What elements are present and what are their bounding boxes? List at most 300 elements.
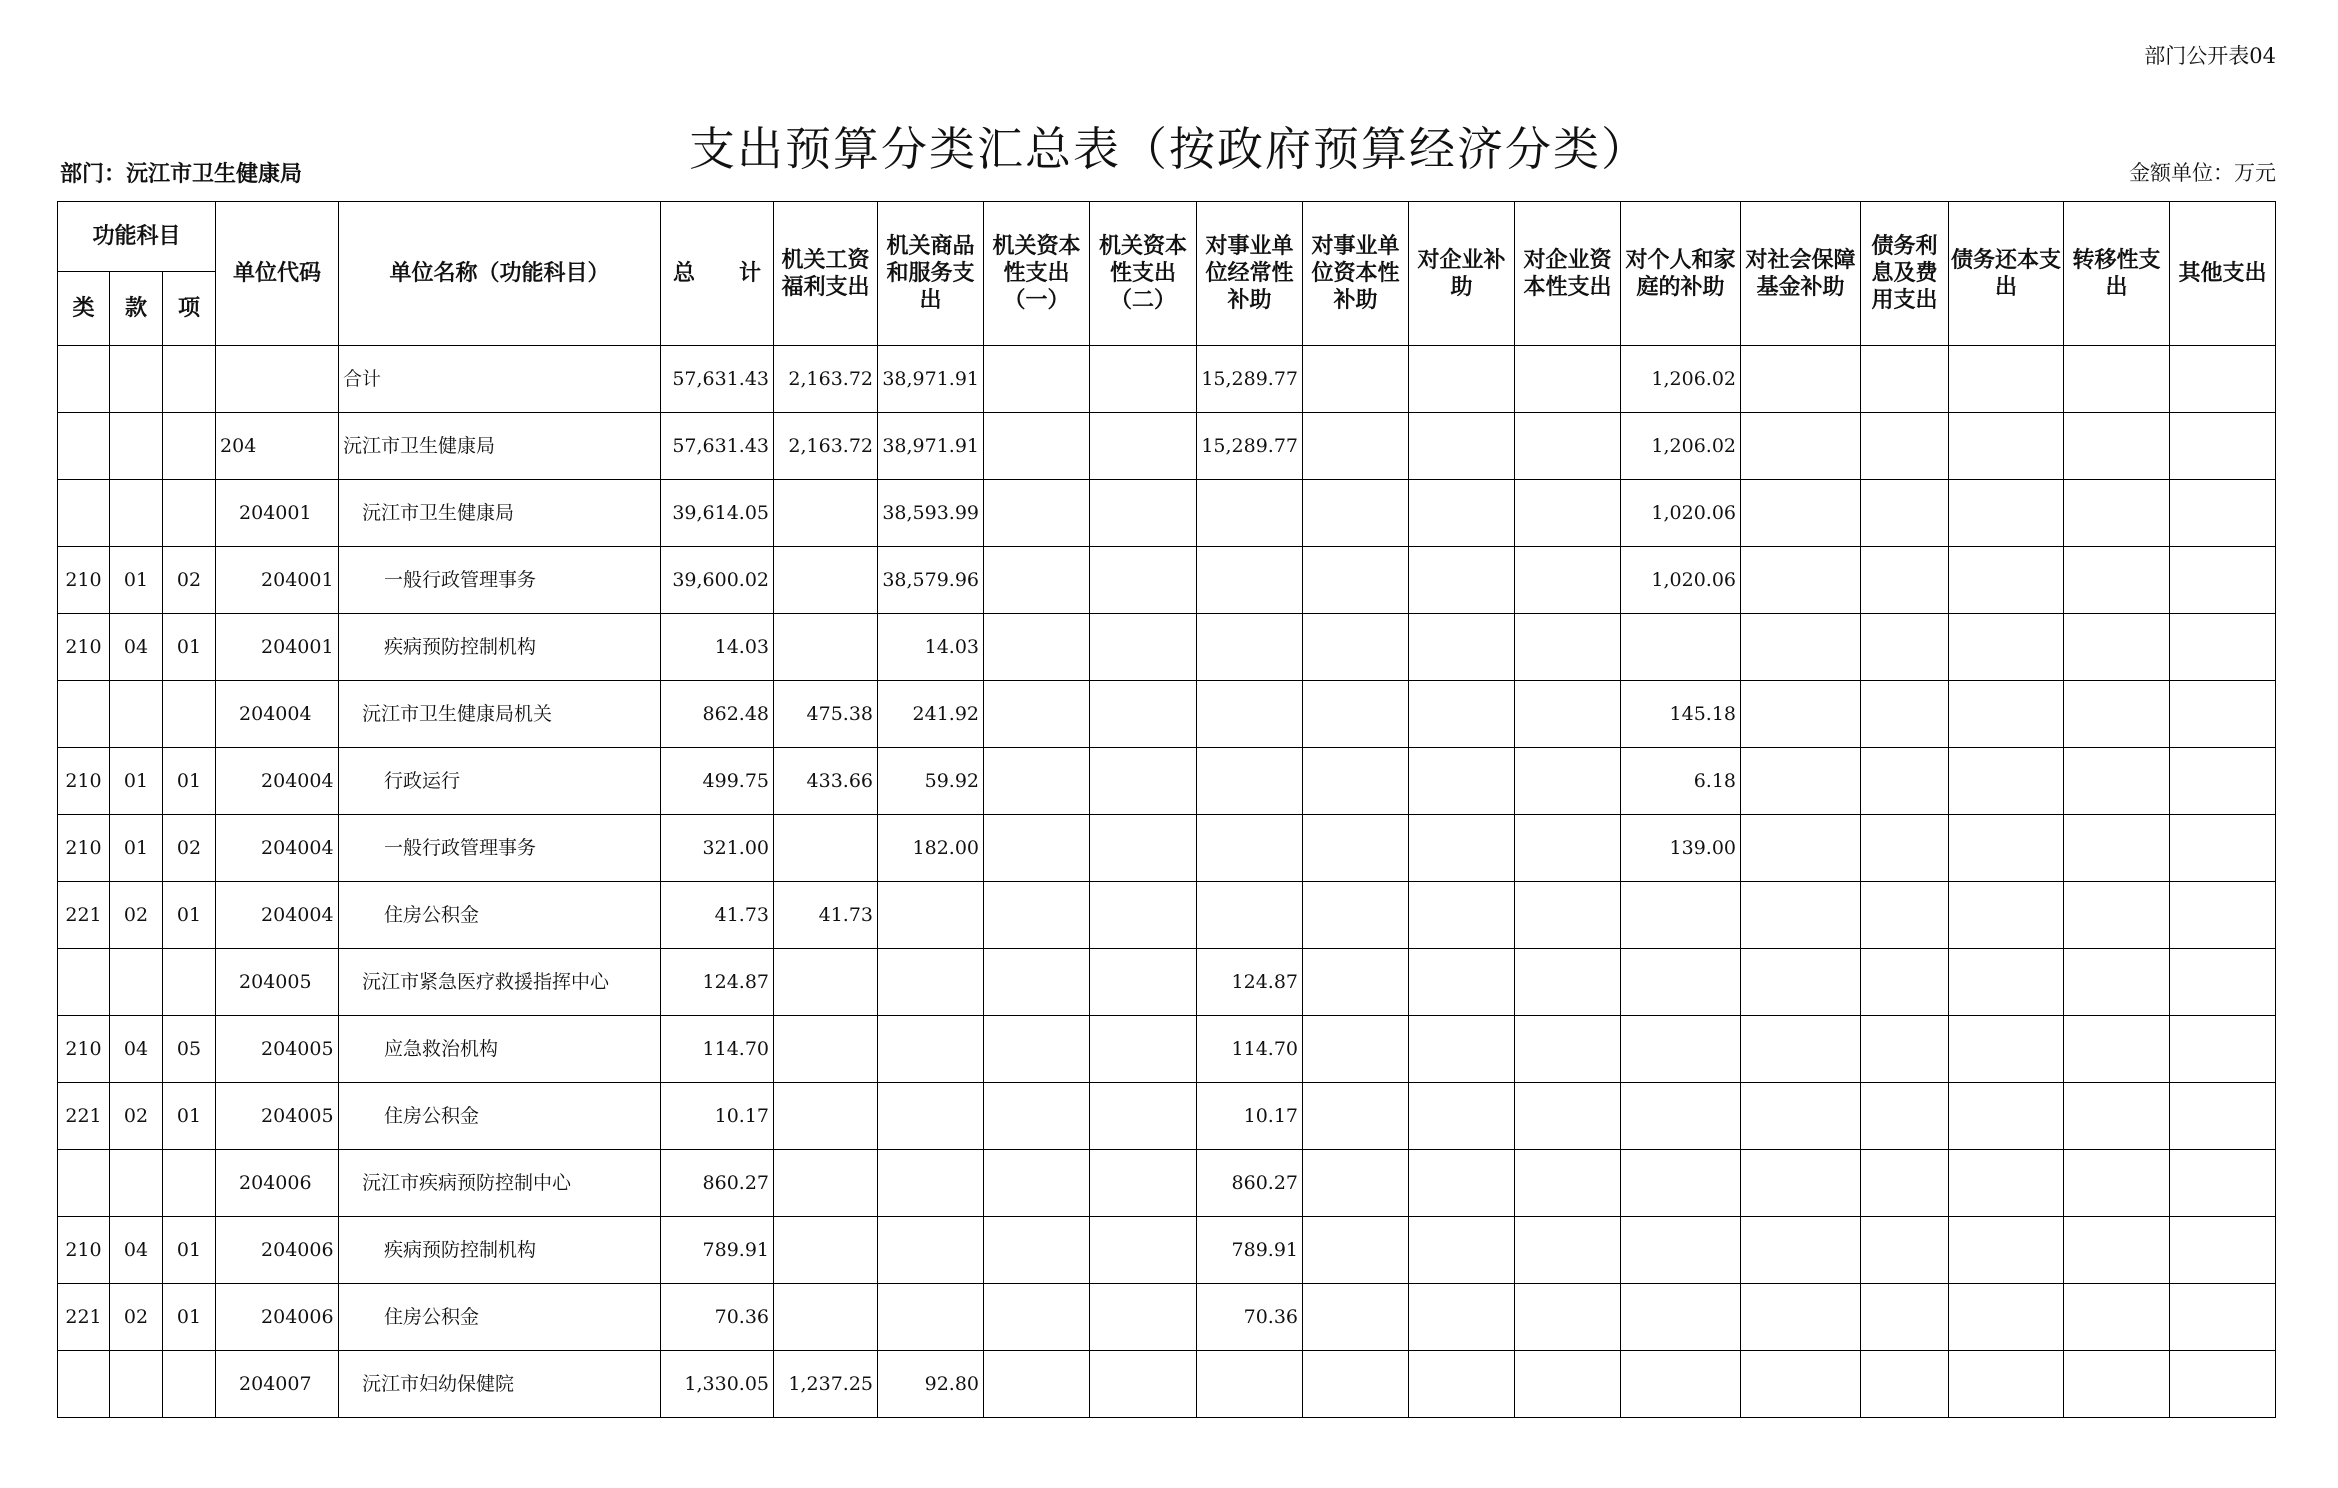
header-unit-name: 单位名称（功能科目）: [339, 202, 661, 346]
cell-amount: 38,579.96: [878, 547, 984, 614]
cell-amount: [1409, 815, 1515, 882]
cell-amount: [1515, 614, 1621, 681]
cell-amount: 15,289.77: [1197, 346, 1303, 413]
cell-amount: [1197, 681, 1303, 748]
cell-amount: [1515, 882, 1621, 949]
cell-amount: [1861, 547, 1949, 614]
cell-amount: [1409, 1016, 1515, 1083]
table-row: [58, 1351, 2276, 1418]
cell-kuan: 01: [110, 748, 163, 815]
cell-amount: [2170, 614, 2276, 681]
cell-amount: [1090, 1016, 1197, 1083]
cell-unit-name: 疾病预防控制机构: [339, 1217, 661, 1284]
cell-amount: [2170, 748, 2276, 815]
header-col-11: 债务利息及费用支出: [1861, 202, 1949, 346]
cell-lei: [58, 413, 110, 480]
cell-amount: [1861, 815, 1949, 882]
cell-amount: [1090, 949, 1197, 1016]
cell-total: 124.87: [661, 949, 774, 1016]
cell-total: 862.48: [661, 681, 774, 748]
cell-lei: 221: [58, 1284, 110, 1351]
header-class: 类: [58, 272, 110, 346]
cell-kuan: 02: [110, 882, 163, 949]
cell-amount: 145.18: [1621, 681, 1741, 748]
table-row: [58, 1150, 2276, 1217]
cell-amount: [1409, 1150, 1515, 1217]
cell-amount: [1861, 614, 1949, 681]
cell-total: 114.70: [661, 1016, 774, 1083]
cell-amount: [1090, 1217, 1197, 1284]
cell-unit-name: 住房公积金: [339, 882, 661, 949]
cell-amount: [1409, 1351, 1515, 1418]
cell-amount: [1409, 547, 1515, 614]
table-row: [58, 614, 2276, 681]
cell-amount: [1303, 1284, 1409, 1351]
cell-unit-name: 沅江市妇幼保健院: [339, 1351, 661, 1418]
cell-unit-code: 204006: [216, 1284, 339, 1351]
cell-amount: [1949, 480, 2064, 547]
cell-lei: [58, 949, 110, 1016]
cell-amount: [984, 1150, 1090, 1217]
cell-amount: [1949, 1150, 2064, 1217]
cell-amount: [1515, 748, 1621, 815]
cell-amount: [2170, 480, 2276, 547]
cell-unit-name: 住房公积金: [339, 1284, 661, 1351]
cell-xiang: 01: [163, 614, 216, 681]
header-col-8: 对企业资本性支出: [1515, 202, 1621, 346]
cell-amount: [2170, 882, 2276, 949]
cell-amount: [984, 614, 1090, 681]
cell-amount: 860.27: [1197, 1150, 1303, 1217]
cell-amount: [2064, 1217, 2170, 1284]
header-col-9: 对个人和家庭的补助: [1621, 202, 1741, 346]
cell-amount: [1741, 882, 1861, 949]
cell-kuan: 01: [110, 815, 163, 882]
cell-amount: [984, 815, 1090, 882]
cell-amount: [1949, 882, 2064, 949]
cell-amount: [1949, 547, 2064, 614]
cell-amount: 1,206.02: [1621, 413, 1741, 480]
cell-amount: [984, 1217, 1090, 1284]
cell-amount: [1090, 1351, 1197, 1418]
cell-amount: 1,020.06: [1621, 547, 1741, 614]
cell-amount: [1515, 1150, 1621, 1217]
cell-amount: [1741, 346, 1861, 413]
cell-amount: [984, 547, 1090, 614]
cell-amount: [1515, 1016, 1621, 1083]
cell-kuan: 02: [110, 1284, 163, 1351]
cell-amount: [1741, 815, 1861, 882]
cell-amount: [1090, 1150, 1197, 1217]
cell-amount: [1515, 346, 1621, 413]
table-row: [58, 547, 2276, 614]
cell-amount: [2064, 1083, 2170, 1150]
cell-amount: [1303, 480, 1409, 547]
table-row: [58, 882, 2276, 949]
cell-amount: 124.87: [1197, 949, 1303, 1016]
cell-amount: [1090, 815, 1197, 882]
cell-unit-code: 204007: [216, 1351, 339, 1418]
cell-unit-name: 疾病预防控制机构: [339, 614, 661, 681]
table-header: [58, 202, 2276, 346]
cell-kuan: [110, 346, 163, 413]
cell-xiang: [163, 480, 216, 547]
cell-lei: 221: [58, 1083, 110, 1150]
cell-amount: [1197, 480, 1303, 547]
cell-amount: [774, 1284, 878, 1351]
cell-unit-code: 204004: [216, 882, 339, 949]
cell-amount: [1409, 748, 1515, 815]
cell-amount: [1409, 614, 1515, 681]
cell-amount: [2064, 815, 2170, 882]
cell-unit-code: 204005: [216, 949, 339, 1016]
header-item: 项: [163, 272, 216, 346]
cell-amount: [1949, 1016, 2064, 1083]
table-body: [58, 346, 2276, 1418]
cell-amount: [2064, 949, 2170, 1016]
cell-amount: [1949, 1217, 2064, 1284]
cell-amount: [878, 1217, 984, 1284]
cell-amount: [984, 413, 1090, 480]
table-row: [58, 949, 2276, 1016]
header-col-13: 转移性支出: [2064, 202, 2170, 346]
cell-amount: [1197, 882, 1303, 949]
cell-amount: [1949, 949, 2064, 1016]
cell-amount: [1303, 614, 1409, 681]
header-col-5: 对事业单位经常性补助: [1197, 202, 1303, 346]
header-col-3: 机关资本性支出（一）: [984, 202, 1090, 346]
cell-amount: [1515, 1217, 1621, 1284]
cell-amount: [1741, 1016, 1861, 1083]
cell-unit-code: 204: [216, 413, 339, 480]
cell-amount: [2064, 547, 2170, 614]
cell-xiang: 02: [163, 547, 216, 614]
cell-amount: [1741, 748, 1861, 815]
cell-amount: [1515, 949, 1621, 1016]
cell-unit-code: 204006: [216, 1217, 339, 1284]
cell-kuan: [110, 1150, 163, 1217]
header-col-2: 机关商品和服务支出: [878, 202, 984, 346]
cell-amount: [1621, 1150, 1741, 1217]
cell-amount: 70.36: [1197, 1284, 1303, 1351]
cell-amount: [1090, 413, 1197, 480]
cell-amount: [1861, 413, 1949, 480]
cell-amount: [2170, 1351, 2276, 1418]
cell-amount: [774, 547, 878, 614]
cell-unit-name: 一般行政管理事务: [339, 815, 661, 882]
cell-amount: [1090, 346, 1197, 413]
cell-total: 860.27: [661, 1150, 774, 1217]
page-title: 支出预算分类汇总表（按政府预算经济分类）: [689, 121, 1649, 176]
cell-total: 1,330.05: [661, 1351, 774, 1418]
cell-unit-code: 204005: [216, 1083, 339, 1150]
cell-amount: [1741, 547, 1861, 614]
cell-amount: [1515, 1083, 1621, 1150]
cell-amount: 475.38: [774, 681, 878, 748]
cell-kuan: [110, 480, 163, 547]
cell-amount: [2170, 346, 2276, 413]
cell-amount: [1197, 748, 1303, 815]
cell-total: 789.91: [661, 1217, 774, 1284]
header-unit-code: 单位代码: [216, 202, 339, 346]
cell-amount: [1090, 547, 1197, 614]
cell-amount: [1621, 1083, 1741, 1150]
cell-amount: [1861, 1016, 1949, 1083]
cell-amount: [1409, 1217, 1515, 1284]
cell-amount: [1621, 1016, 1741, 1083]
header-col-7: 对企业补助: [1409, 202, 1515, 346]
cell-xiang: [163, 1150, 216, 1217]
cell-amount: [1090, 1284, 1197, 1351]
cell-amount: 241.92: [878, 681, 984, 748]
cell-amount: [1515, 480, 1621, 547]
cell-xiang: 01: [163, 1217, 216, 1284]
cell-total: 57,631.43: [661, 346, 774, 413]
cell-amount: [1621, 1217, 1741, 1284]
cell-amount: [1949, 748, 2064, 815]
cell-kuan: [110, 681, 163, 748]
department-label: 部门：沅江市卫生健康局: [60, 161, 303, 187]
cell-amount: 15,289.77: [1197, 413, 1303, 480]
budget-table: [57, 201, 2276, 1418]
cell-lei: [58, 346, 110, 413]
cell-unit-code: [216, 346, 339, 413]
cell-amount: 789.91: [1197, 1217, 1303, 1284]
header-col-6: 对事业单位资本性补助: [1303, 202, 1409, 346]
cell-amount: [2064, 1351, 2170, 1418]
cell-xiang: 01: [163, 1083, 216, 1150]
cell-amount: [878, 1150, 984, 1217]
cell-amount: 433.66: [774, 748, 878, 815]
cell-amount: [1621, 882, 1741, 949]
cell-amount: [1621, 949, 1741, 1016]
cell-amount: [1197, 614, 1303, 681]
table-row: [58, 413, 2276, 480]
cell-amount: [2170, 949, 2276, 1016]
header-functional-subject: 功能科目: [58, 202, 216, 272]
cell-kuan: 04: [110, 1217, 163, 1284]
cell-amount: [774, 1016, 878, 1083]
cell-amount: [1515, 681, 1621, 748]
cell-amount: [1090, 882, 1197, 949]
cell-amount: [1303, 949, 1409, 1016]
cell-xiang: [163, 346, 216, 413]
cell-amount: [1409, 681, 1515, 748]
cell-amount: 38,971.91: [878, 346, 984, 413]
cell-amount: [1303, 413, 1409, 480]
cell-amount: [1861, 1351, 1949, 1418]
cell-amount: [984, 949, 1090, 1016]
cell-kuan: 01: [110, 547, 163, 614]
cell-lei: 221: [58, 882, 110, 949]
cell-amount: [774, 614, 878, 681]
cell-amount: [1409, 1083, 1515, 1150]
cell-amount: [1515, 547, 1621, 614]
cell-unit-name: 一般行政管理事务: [339, 547, 661, 614]
cell-amount: [774, 815, 878, 882]
cell-amount: 182.00: [878, 815, 984, 882]
cell-unit-code: 204004: [216, 748, 339, 815]
cell-amount: [1741, 1284, 1861, 1351]
table-row: [58, 1083, 2276, 1150]
cell-total: 321.00: [661, 815, 774, 882]
cell-amount: [1515, 1284, 1621, 1351]
cell-kuan: 02: [110, 1083, 163, 1150]
cell-amount: [774, 1083, 878, 1150]
table-row: [58, 748, 2276, 815]
table-row: [58, 1284, 2276, 1351]
cell-unit-name: 沅江市卫生健康局机关: [339, 681, 661, 748]
cell-lei: [58, 681, 110, 748]
cell-amount: [1303, 1016, 1409, 1083]
cell-total: 14.03: [661, 614, 774, 681]
cell-amount: [774, 480, 878, 547]
cell-amount: 41.73: [774, 882, 878, 949]
cell-amount: [2064, 1016, 2170, 1083]
cell-unit-name: 应急救治机构: [339, 1016, 661, 1083]
cell-amount: [1949, 614, 2064, 681]
cell-amount: [1741, 1083, 1861, 1150]
cell-lei: 210: [58, 1016, 110, 1083]
header-section: 款: [110, 272, 163, 346]
cell-unit-code: 204004: [216, 815, 339, 882]
cell-amount: [2170, 1016, 2276, 1083]
cell-amount: [1515, 413, 1621, 480]
table-row: [58, 815, 2276, 882]
cell-amount: [1303, 1351, 1409, 1418]
cell-amount: [2170, 1083, 2276, 1150]
cell-amount: [1861, 1217, 1949, 1284]
table-row: [58, 681, 2276, 748]
cell-xiang: 02: [163, 815, 216, 882]
cell-amount: [984, 882, 1090, 949]
cell-amount: [1197, 815, 1303, 882]
cell-unit-code: 204005: [216, 1016, 339, 1083]
cell-amount: [2170, 1217, 2276, 1284]
cell-amount: [1303, 547, 1409, 614]
cell-unit-name: 住房公积金: [339, 1083, 661, 1150]
cell-amount: [1861, 949, 1949, 1016]
cell-total: 39,600.02: [661, 547, 774, 614]
cell-amount: [2064, 681, 2170, 748]
cell-lei: [58, 480, 110, 547]
cell-amount: 139.00: [1621, 815, 1741, 882]
cell-amount: [1303, 882, 1409, 949]
cell-lei: 210: [58, 748, 110, 815]
cell-amount: [2064, 748, 2170, 815]
cell-kuan: [110, 413, 163, 480]
table-number-label: 部门公开表04: [2144, 44, 2276, 68]
cell-xiang: 01: [163, 882, 216, 949]
cell-amount: [2064, 882, 2170, 949]
cell-unit-code: 204001: [216, 547, 339, 614]
cell-amount: [984, 480, 1090, 547]
cell-amount: [1949, 1284, 2064, 1351]
cell-amount: 1,020.06: [1621, 480, 1741, 547]
cell-amount: [1303, 681, 1409, 748]
cell-amount: [1949, 346, 2064, 413]
cell-amount: [1741, 480, 1861, 547]
cell-lei: 210: [58, 614, 110, 681]
cell-amount: [774, 949, 878, 1016]
cell-amount: [1741, 1150, 1861, 1217]
cell-total: 57,631.43: [661, 413, 774, 480]
cell-amount: [1621, 614, 1741, 681]
cell-amount: [1741, 614, 1861, 681]
cell-unit-name: 行政运行: [339, 748, 661, 815]
cell-lei: [58, 1351, 110, 1418]
cell-total: 41.73: [661, 882, 774, 949]
cell-amount: [1303, 1083, 1409, 1150]
cell-amount: [1303, 1150, 1409, 1217]
cell-amount: 59.92: [878, 748, 984, 815]
cell-amount: [1949, 1083, 2064, 1150]
cell-amount: [1949, 1351, 2064, 1418]
cell-amount: [1303, 1217, 1409, 1284]
cell-amount: [1515, 1351, 1621, 1418]
cell-amount: [1741, 413, 1861, 480]
cell-amount: [878, 1284, 984, 1351]
header-col-14: 其他支出: [2170, 202, 2276, 346]
cell-amount: 14.03: [878, 614, 984, 681]
cell-amount: [1861, 748, 1949, 815]
cell-unit-name: 合计: [339, 346, 661, 413]
cell-lei: 210: [58, 547, 110, 614]
cell-unit-code: 204006: [216, 1150, 339, 1217]
cell-xiang: [163, 413, 216, 480]
cell-amount: [1090, 1083, 1197, 1150]
cell-xiang: [163, 1351, 216, 1418]
cell-amount: 38,593.99: [878, 480, 984, 547]
cell-amount: 114.70: [1197, 1016, 1303, 1083]
cell-amount: [2170, 1150, 2276, 1217]
cell-total: 39,614.05: [661, 480, 774, 547]
cell-lei: 210: [58, 1217, 110, 1284]
cell-kuan: [110, 949, 163, 1016]
cell-amount: 6.18: [1621, 748, 1741, 815]
cell-unit-name: 沅江市紧急医疗救援指挥中心: [339, 949, 661, 1016]
cell-amount: [1090, 614, 1197, 681]
cell-amount: 10.17: [1197, 1083, 1303, 1150]
cell-amount: [1861, 1150, 1949, 1217]
cell-unit-name: 沅江市卫生健康局: [339, 480, 661, 547]
cell-amount: [1409, 480, 1515, 547]
cell-amount: [2064, 480, 2170, 547]
cell-amount: [1303, 748, 1409, 815]
cell-unit-name: 沅江市疾病预防控制中心: [339, 1150, 661, 1217]
cell-amount: 38,971.91: [878, 413, 984, 480]
cell-kuan: 04: [110, 614, 163, 681]
cell-unit-name: 沅江市卫生健康局: [339, 413, 661, 480]
cell-amount: [774, 1217, 878, 1284]
cell-amount: [1861, 480, 1949, 547]
cell-amount: [1409, 882, 1515, 949]
cell-unit-code: 204004: [216, 681, 339, 748]
cell-amount: [878, 1016, 984, 1083]
cell-amount: [1090, 681, 1197, 748]
cell-unit-code: 204001: [216, 614, 339, 681]
cell-xiang: [163, 681, 216, 748]
cell-amount: [774, 1150, 878, 1217]
cell-amount: [984, 1284, 1090, 1351]
cell-amount: 92.80: [878, 1351, 984, 1418]
cell-amount: [2064, 1150, 2170, 1217]
cell-amount: 1,237.25: [774, 1351, 878, 1418]
cell-amount: [1621, 1351, 1741, 1418]
cell-amount: [1303, 346, 1409, 413]
cell-amount: [1861, 1284, 1949, 1351]
table-row: [58, 1217, 2276, 1284]
